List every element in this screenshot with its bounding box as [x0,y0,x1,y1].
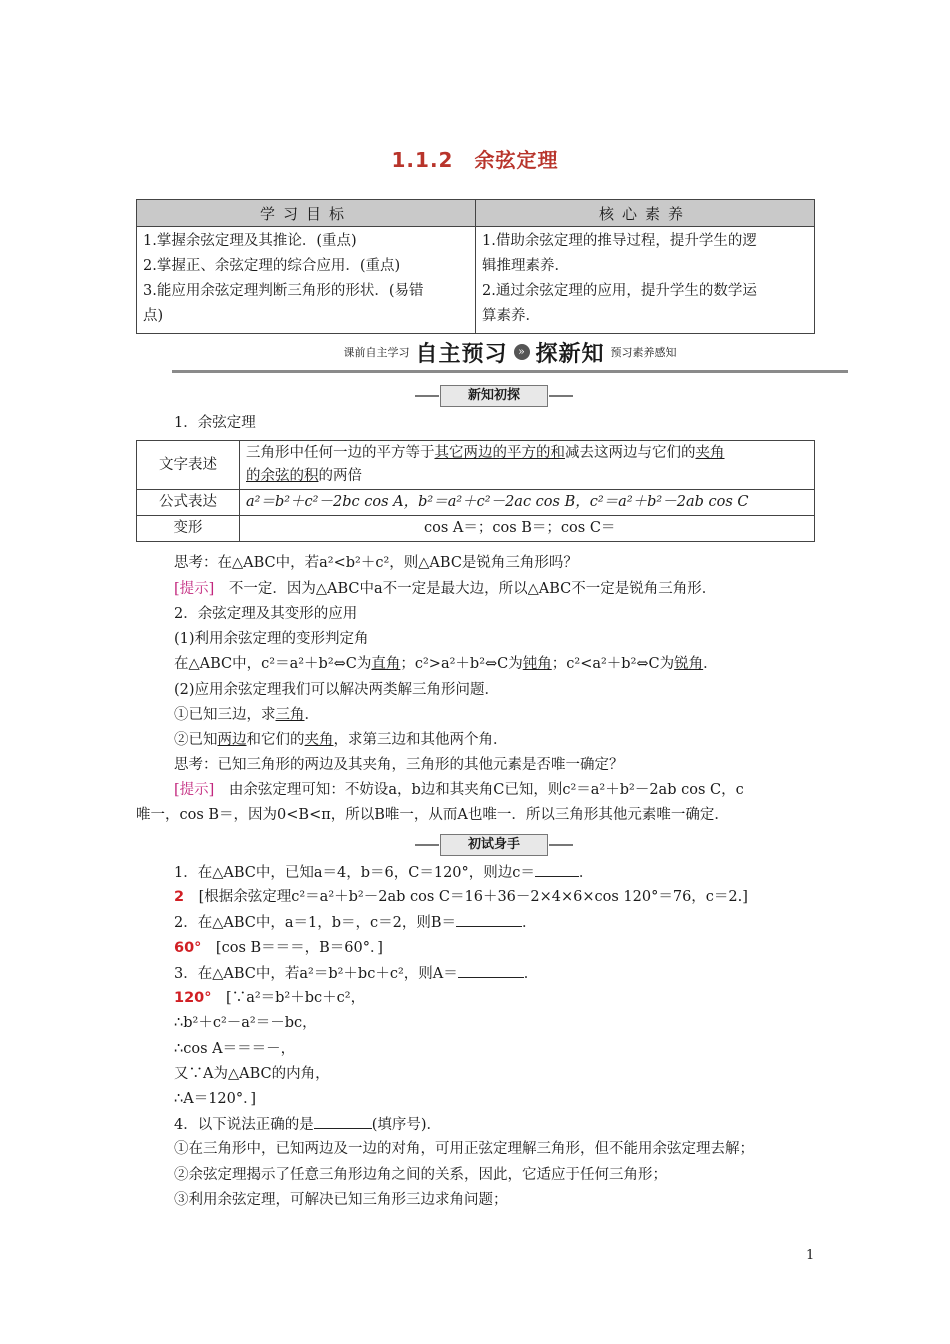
page-title: 1.1.2 余弦定理 [391,148,559,172]
case-text: ，求第三边和其他两个角． [333,732,508,748]
banner-left-caption: 课前自主学习 [343,346,410,359]
subsection-2: (2)应用余弦定理我们可以解决两类解三角形问题． [174,682,500,698]
answer-value: 60° [174,940,202,956]
tag-try-yourself: 初试身手 [440,834,548,856]
question-1 [174,862,593,883]
answer-blank [458,963,524,978]
objectives-header-right: 核心素养 [476,200,815,227]
banner-right-caption: 预习素养感知 [610,346,677,359]
literacy-line: 辑推理素养． [482,258,569,274]
answer-3-step: 又∵A为△ABC的内角， [174,1066,330,1082]
question-text: ． [522,915,537,931]
page-number: 1 [806,1248,815,1263]
case-text: ②已知 [174,732,218,748]
answer-explanation: [∵a²＝b²＋bc＋c²， [211,990,366,1006]
banner-title-2: 探新知 [535,341,605,367]
answer-explanation: [cos B＝＝＝，B＝60°．] [201,940,383,956]
arrow-icon: » [514,344,530,360]
case-fill: 夹角 [304,732,334,748]
statement-part: 减去这两边与它们的 [565,445,696,461]
question-4 [174,1114,441,1135]
answer-3 [174,988,365,1008]
hint-label: [提示] [174,581,215,597]
statement-fill: 夹角 [695,445,725,461]
question-text: (填序号)． [371,1117,442,1133]
think-1: 思考：在△ABC中，若a²<b²＋c²，则△ABC是锐角三角形吗？ [174,555,578,571]
statement-fill: 的余弦的积 [246,468,319,484]
objectives-left-cell [137,227,476,334]
answer-2 [174,938,383,958]
literacy-line: 1.借助余弦定理的推导过程，提升学生的逻 [482,233,757,249]
statement-part: 三角形中任何一边的平方等于 [246,445,435,461]
statement-3: ③利用余弦定理，可解决已知三角形三边求角问题； [174,1192,508,1208]
answer-value: 120° [174,990,212,1006]
answer-blank [535,862,579,877]
judge-text: 在△ABC中，c²＝a²＋b²⇔C为 [174,656,372,672]
objectives-header-left: 学习目标 [137,200,476,227]
question-text: ． [523,966,539,982]
hint-text: 由余弦定理可知：不妨设a，b边和其夹角C已知，则c²＝a²＋b²－2ab cos C，c [214,782,744,798]
judge-text: ． [703,656,718,672]
case-1 [174,705,319,725]
objective-line: 点) [143,308,164,324]
judge-fill: 钝角 [522,656,552,672]
hint-label: [提示] [174,782,215,798]
question-text: 1．在△ABC中，已知a＝4，b＝6，C＝120°，则边c＝ [174,865,535,881]
row-head-formula: 公式表达 [137,490,240,516]
answer-1 [174,887,748,907]
literacy-line: 2.通过余弦定理的应用，提升学生的数学运 [482,283,757,299]
answer-blank [314,1114,372,1129]
answer-value: 2 [174,889,185,905]
judge-text: ；c²>a²＋b²⇔C为 [400,656,523,672]
think-2: 思考：已知三角形的两边及其夹角，三角形的其他元素是否唯一确定？ [174,757,624,773]
row-head-text: 文字表述 [137,441,240,490]
objective-line: 3.能应用余弦定理判断三角形的形状．(易错 [143,283,424,299]
question-text: 4．以下说法正确的是 [174,1117,314,1133]
answer-3-step: ∴A＝120°．] [174,1091,257,1107]
case-fill: 两边 [217,732,247,748]
row-head-variant: 变形 [137,516,240,542]
statement-2: ②余弦定理揭示了任意三角形边角之间的关系，因此，它适应于任何三角形； [174,1167,667,1183]
answer-3-step: ∴b²＋c²－a²＝－bc， [174,1015,317,1031]
objective-line: 1.掌握余弦定理及其推论．(重点) [143,233,357,249]
literacy-line: 算素养． [482,308,540,324]
question-2 [174,912,537,933]
section-banner [172,334,848,373]
statement-part: 的两倍 [318,468,362,484]
row-formula: a²＝b²＋c²－2bc cos A，b²＝a²＋c²－2ac cos B，c²＝a²＋b²－2ab cos C [240,490,815,516]
hint-2-line-2: 唯一，cos B＝，因为0<B<π，所以B唯一，从而A也唯一．所以三角形其他元素唯一确定． [136,807,729,823]
statement-fill: 其它两边的平方的和 [434,445,565,461]
objectives-table [136,199,815,334]
subsection-1: (1)利用余弦定理的变形判定角 [174,631,369,647]
case-fill: 三角 [275,707,305,723]
hint-2-line-1 [174,780,744,800]
row-text-statement [240,441,815,490]
answer-3-step: ∴cos A＝＝＝－， [174,1041,296,1057]
hint-1 [174,579,716,599]
case-text: ①已知三边，求 [174,707,276,723]
question-text: ． [578,865,594,881]
section-2-heading: 2．余弦定理及其变形的应用 [174,606,358,622]
tag-new-knowledge: 新知初探 [440,385,548,407]
case-text: 和它们的 [246,732,305,748]
banner-title-1: 自主预习 [415,341,508,367]
section-1-heading: 1．余弦定理 [174,415,256,431]
cosine-law-table [136,440,815,542]
judge-text: ；c²<a²＋b²⇔C为 [551,656,675,672]
hint-text: 不一定．因为△ABC中a不一定是最大边，所以△ABC不一定是锐角三角形． [214,581,717,597]
objectives-right-cell [476,227,815,334]
objective-line: 2.掌握正、余弦定理的综合应用．(重点) [143,258,401,274]
judge-fill: 直角 [371,656,401,672]
question-text: 3．在△ABC中，若a²＝b²＋bc＋c²，则A＝ [174,966,458,982]
judge-fill: 锐角 [674,656,704,672]
case-2 [174,730,508,750]
row-variant: cos A＝；cos B＝；cos C＝ [240,516,815,542]
answer-blank [456,912,522,927]
angle-judgement [174,654,718,674]
question-3 [174,963,538,984]
statement-1: ①在三角形中，已知两边及一边的对角，可用正弦定理解三角形，但不能用余弦定理去解； [174,1141,754,1157]
question-text: 2．在△ABC中，a＝1，b＝，c＝2，则B＝ [174,915,457,931]
case-text: ． [304,707,319,723]
answer-explanation: [根据余弦定理c²＝a²＋b²－2ab cos C＝16＋36－2×4×6×cos 120°＝76，c＝2.] [184,889,748,905]
